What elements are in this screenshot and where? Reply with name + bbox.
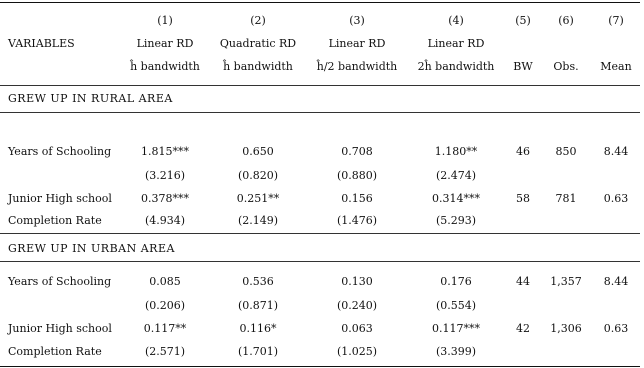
coef-cell: 0.251** (236, 192, 280, 205)
mean-cell: 8.44 (603, 145, 629, 158)
coef-cell: 0.156 (341, 192, 373, 205)
bw-cell: 58 (516, 192, 530, 205)
col-number-4: (4) (448, 14, 464, 27)
coef-cell: 0.085 (149, 275, 181, 288)
col-number-3: (3) (349, 14, 365, 27)
se-cell: (2.571) (144, 345, 186, 358)
coef-cell: 0.063 (341, 322, 373, 335)
row-label-continued: Completion Rate (8, 214, 102, 227)
coef-cell: 0.176 (440, 275, 472, 288)
se-cell: (0.206) (144, 299, 186, 312)
row-label-continued: Completion Rate (8, 345, 102, 358)
mean-cell: 0.63 (603, 192, 629, 205)
section-title-rural: GREW UP IN RURAL AREA (8, 92, 173, 105)
variables-label: VARIABLES (8, 37, 75, 50)
coef-cell: 0.130 (341, 275, 373, 288)
se-cell: (1.476) (336, 214, 378, 227)
coef-cell: 1.815*** (141, 145, 189, 158)
mean-header: Mean (600, 60, 632, 73)
coef-cell: 0.708 (341, 145, 373, 158)
row-label: Junior High school (8, 322, 112, 335)
col-number-2: (2) (250, 14, 266, 27)
model-label-1: Linear RD (136, 37, 194, 50)
se-cell: (2.474) (435, 169, 477, 182)
row-label: Years of Schooling (8, 145, 112, 158)
col-number-6: (6) (558, 14, 574, 27)
bandwidth-label-2: ĥ bandwidth (223, 60, 293, 73)
coef-cell: 0.116* (239, 322, 277, 335)
bandwidth-label-1: ĥ bandwidth (130, 60, 200, 73)
bw-cell: 42 (516, 322, 530, 335)
bottom-rule (0, 366, 640, 367)
mean-cell: 8.44 (603, 275, 629, 288)
coef-cell: 0.117*** (432, 322, 480, 335)
se-cell: (0.554) (435, 299, 477, 312)
bw-cell: 46 (516, 145, 530, 158)
se-cell: (1.701) (237, 345, 279, 358)
col-number-5: (5) (515, 14, 531, 27)
bandwidth-label-3: ĥ/2 bandwidth (316, 60, 398, 73)
obs-cell: 850 (555, 145, 577, 158)
row-label: Junior High school (8, 192, 112, 205)
coef-cell: 1.180** (434, 145, 478, 158)
section-title-urban: GREW UP IN URBAN AREA (8, 242, 175, 255)
obs-cell: 781 (555, 192, 577, 205)
se-cell: (3.399) (435, 345, 477, 358)
coef-cell: 0.117** (143, 322, 187, 335)
se-cell: (0.240) (336, 299, 378, 312)
se-cell: (3.216) (144, 169, 186, 182)
urban-top-rule (0, 233, 640, 234)
model-label-2: Quadratic RD (219, 37, 297, 50)
header-rule (0, 85, 640, 86)
se-cell: (0.871) (237, 299, 279, 312)
col-number-7: (7) (608, 14, 624, 27)
mean-cell: 0.63 (603, 322, 629, 335)
model-label-3: Linear RD (328, 37, 386, 50)
obs-cell: 1,357 (550, 275, 582, 288)
obs-cell: 1,306 (550, 322, 582, 335)
se-cell: (5.293) (435, 214, 477, 227)
se-cell: (2.149) (237, 214, 279, 227)
rural-title-rule (0, 112, 640, 113)
se-cell: (4.934) (144, 214, 186, 227)
top-rule (0, 2, 640, 3)
row-label: Years of Schooling (8, 275, 112, 288)
coef-cell: 0.536 (242, 275, 274, 288)
coef-cell: 0.650 (242, 145, 274, 158)
se-cell: (1.025) (336, 345, 378, 358)
coef-cell: 0.378*** (141, 192, 189, 205)
col-number-1: (1) (157, 14, 173, 27)
obs-header: Obs. (553, 60, 579, 73)
model-label-4: Linear RD (427, 37, 485, 50)
bw-header: BW (513, 60, 533, 73)
bandwidth-label-4: 2ĥ bandwidth (417, 60, 495, 73)
coef-cell: 0.314*** (432, 192, 480, 205)
se-cell: (0.820) (237, 169, 279, 182)
urban-title-rule (0, 261, 640, 262)
bw-cell: 44 (516, 275, 530, 288)
se-cell: (0.880) (336, 169, 378, 182)
